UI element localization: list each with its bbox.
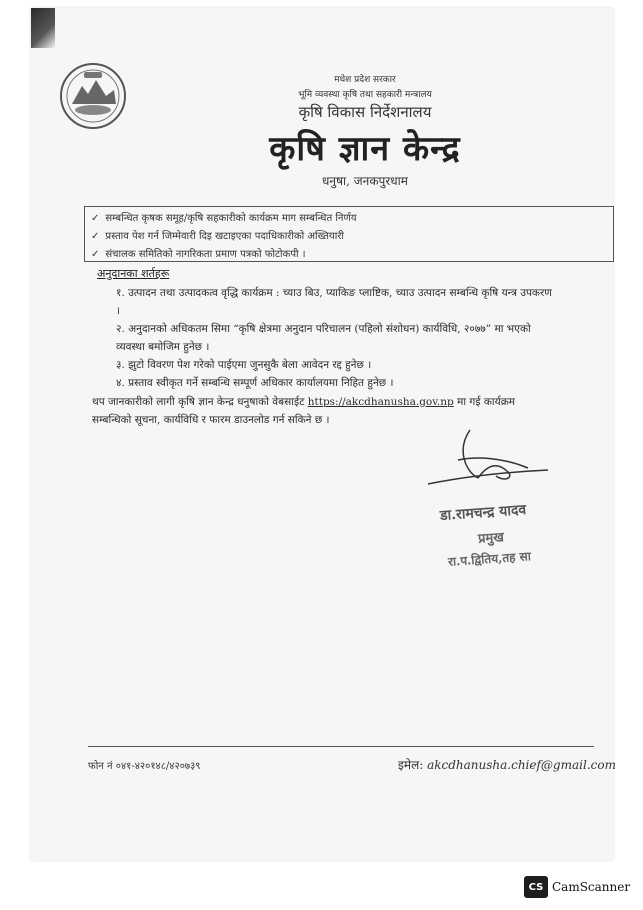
signatory-rank: रा.प.द्वितिय,तह सा [447,549,532,569]
conditions-heading: अनुदानका शर्तहरू [97,267,170,280]
checklist-item: ✓ सम्बन्धित कृषक समूह/कृषि सहकारीको कार्यक्रम माग सम्बन्धित निर्णय [91,213,357,224]
footer-divider [88,746,594,747]
camscanner-watermark [524,876,630,898]
office-title: कृषि ज्ञान केन्द्र [269,129,461,169]
checkmark-icon: ✓ [91,231,100,242]
checklist-item: ✓ संचालक समितिको नागरिकता प्रमाण पत्रको फोटोकपी । [91,249,306,260]
more-info-note: थप जानकारीको लागी कृषि ज्ञान केन्द्र धनुषाको वेबसाईट https://akcdhanusha.gov.np मा गई कार्यक्रम सम्बन्धिको सूचना, कार्यविधि र फारम डाउनलोड गर्न सकिने छ । [92,396,516,426]
office-location: धनुषा, जनकपुरधाम [322,174,408,188]
camscanner-text: CamScanner [552,880,631,894]
signatory-name: डा.रामचन्द्र यादव [439,502,527,524]
header-ministry-line: भूमि व्यवस्था कृषि तथा सहकारी मन्त्रालय [298,90,432,100]
condition-item: १. उत्पादन तथा उत्पादकत्व वृद्धि कार्यक्रम : च्याउ बिउ, प्याकिङ प्लाष्टिक, च्याउ उत्पादन सम्बन्धि कृषि यन्त्र उपकरण । [116,287,552,317]
signature-icon [408,420,558,500]
footer-email: इमेल: akcdhanusha.chief@gmail.com [398,758,616,772]
condition-item: २. अनुदानको अधिकतम सिमा “कृषि क्षेत्रमा अनुदान परिचालन (पहिलो संशोधन) कार्यविधि, २०७७” मा भएको व्यवस्था बमोजिम हुनेछ । [116,323,531,353]
condition-item: ३. झुटो विवरण पेश गरेको पाईएमा जुनसुकै बेला आवेदन रद्द हुनेछ । [116,359,372,371]
checkmark-icon: ✓ [91,249,100,260]
email-link[interactable]: akcdhanusha.chief@gmail.com [427,758,616,772]
header-directorate-line: कृषि विकास निर्देशनालय [298,103,432,121]
signatory-role: प्रमुख [477,530,505,547]
camscanner-logo-icon: CS [524,876,548,898]
condition-item: ४. प्रस्ताव स्वीकृत गर्ने सम्बन्धि सम्पूर्ण अधिकार कार्यालयमा निहित हुनेछ । [116,377,394,389]
footer-phone: फोन नं ०४१-४२०१४८/४२०७३९ [88,761,201,772]
required-documents-box [84,206,614,262]
checklist-item: ✓ प्रस्ताव पेश गर्न जिम्मेवारी दिइ खटाइएका पदाधिकारीको अख्तियारी [91,231,345,242]
website-link[interactable]: https://akcdhanusha.gov.np [307,396,454,408]
page-corner-shadow [31,8,55,48]
header-province-line: मधेश प्रदेश सरकार [334,75,396,85]
checkmark-icon: ✓ [91,213,100,224]
government-emblem-icon [58,60,128,132]
